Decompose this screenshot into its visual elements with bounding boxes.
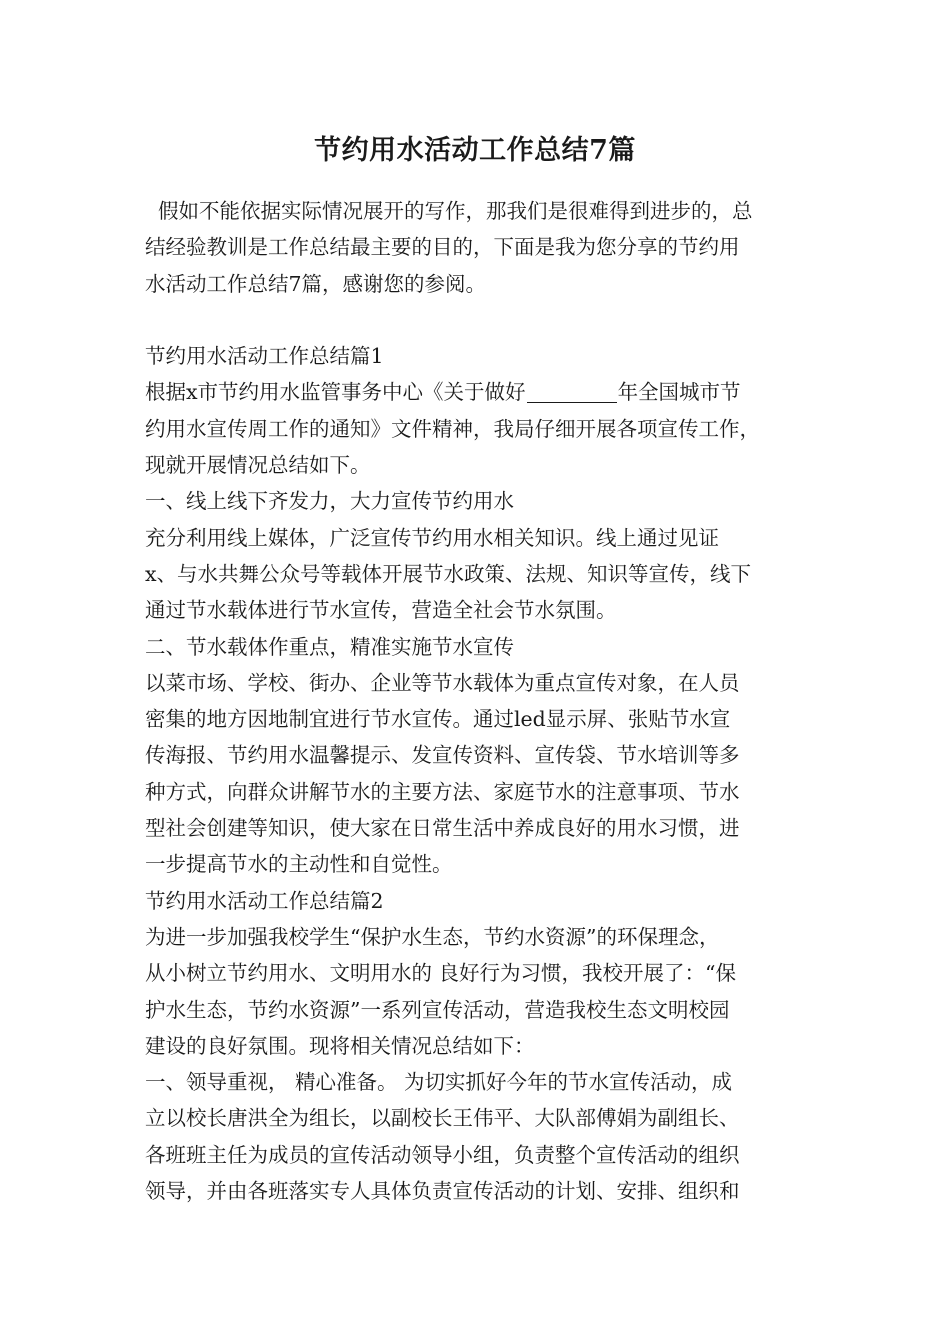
body-text: 根据x市节约用水监管事务中心《关于做好 xyxy=(145,380,526,405)
body-line: 约用水宣传周工作的通知》文件精神，我局仔细开展各项宣传工作， xyxy=(145,416,760,441)
fill-in-blank xyxy=(527,380,617,403)
body-line: 领导，并由各班落实专人具体负责宣传活动的计划、安排、组织和 xyxy=(145,1179,740,1204)
document-body xyxy=(145,193,815,1209)
section-heading: 节约用水活动工作总结篇1 xyxy=(145,344,384,369)
subheading-line: 二、节水载体作重点，精准实施节水宣传 xyxy=(145,634,514,659)
body-line: 传海报、节约用水温馨提示、发宣传资料、宣传袋、节水培训等多 xyxy=(145,743,740,768)
body-line: 型社会创建等知识，使大家在日常生活中养成良好的用水习惯，进 xyxy=(145,816,740,841)
body-line: 充分利用线上媒体，广泛宣传节约用水相关知识。线上通过见证 xyxy=(145,525,719,550)
body-line: 从小树立节约用水、文明用水的 良好行为习惯，我校开展了：“保 xyxy=(145,961,736,986)
body-line: 各班班主任为成员的宣传活动领导小组，负责整个宣传活动的组织 xyxy=(145,1142,740,1167)
document-title: 节约用水活动工作总结7篇 xyxy=(314,135,636,166)
body-line: 现就开展情况总结如下。 xyxy=(145,453,371,478)
body-line: 为进一步加强我校学生“保护水生态，节约水资源”的环保理念， xyxy=(145,924,720,949)
intro-line: 假如不能依据实际情况展开的写作，那我们是很难得到进步的，总 xyxy=(145,199,753,223)
section-heading: 节约用水活动工作总结篇2 xyxy=(145,888,384,913)
body-line xyxy=(145,374,815,410)
body-line: 立以校长唐洪全为组长，以副校长王伟平、大队部傅娟为副组长、 xyxy=(145,1106,740,1131)
body-line: 种方式，向群众讲解节水的主要方法、家庭节水的注意事项、节水 xyxy=(145,779,740,804)
body-line: x、与水共舞公众号等载体开展节水政策、法规、知识等宣传，线下 xyxy=(145,561,752,586)
intro-line: 结经验教训是工作总结最主要的目的，下面是我为您分享的节约用 xyxy=(145,235,740,260)
body-text: 年全国城市节 xyxy=(617,380,741,405)
paragraph-spacer xyxy=(145,302,815,338)
subheading-line: 一、线上线下齐发力，大力宣传节约用水 xyxy=(145,489,514,514)
body-line: 密集的地方因地制宜进行节水宣传。通过led显示屏、张贴节水宣 xyxy=(145,707,731,732)
body-line: 一步提高节水的主动性和自觉性。 xyxy=(145,852,453,877)
body-line: 护水生态，节约水资源”一系列宣传活动，营造我校生态文明校园 xyxy=(145,997,730,1022)
intro-line: 水活动工作总结7篇，感谢您的参阅。 xyxy=(145,271,487,296)
body-line: 建设的良好氛围。现将相关情况总结如下： xyxy=(145,1033,535,1058)
body-line: 通过节水载体进行节水宣传，营造全社会节水氛围。 xyxy=(145,598,617,623)
body-line: 一、领导重视， 精心准备。 为切实抓好今年的节水宣传活动，成 xyxy=(145,1070,733,1095)
body-line: 以菜市场、学校、街办、企业等节水载体为重点宣传对象，在人员 xyxy=(145,670,740,695)
